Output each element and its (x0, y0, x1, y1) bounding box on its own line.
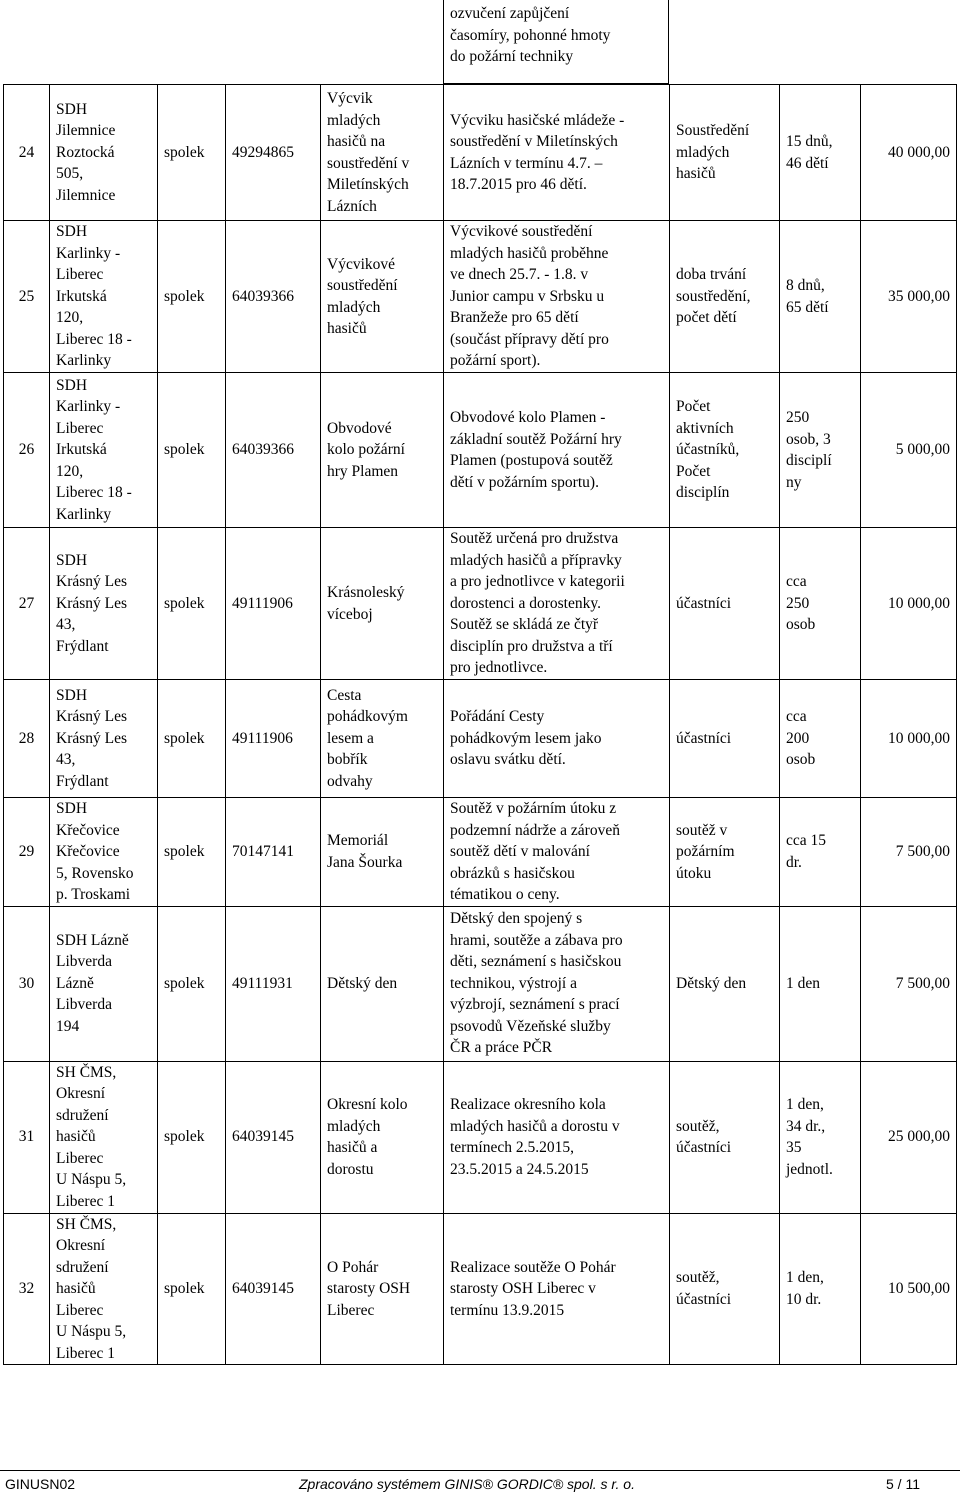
project-cell: Okresní kolo mladých hasičů a dorostu (321, 1061, 444, 1213)
row-number: 30 (4, 906, 50, 1061)
amount-cell: 7 500,00 (861, 906, 957, 1061)
indicator-cell: soutěž, účastníci (670, 1213, 780, 1365)
row-number: 24 (4, 85, 50, 221)
value-cell: 1 den, 34 dr., 35 jednotl. (780, 1061, 861, 1213)
ic-cell: 64039366 (226, 373, 321, 528)
legal-form-cell: spolek (158, 798, 226, 907)
legal-form-cell: spolek (158, 85, 226, 221)
value-cell: cca 15 dr. (780, 798, 861, 907)
project-cell: Výcvik mladých hasičů na soustředění v Miletínských Lázních (321, 85, 444, 221)
amount-cell: 35 000,00 (861, 221, 957, 373)
legal-form-cell: spolek (158, 1213, 226, 1365)
applicant-cell: SH ČMS, Okresní sdružení hasičů Liberec U Náspu 5, Liberec 1 (50, 1061, 158, 1213)
description-cell: Výcviku hasičské mládeže - soustředění v Miletínských Lázních v termínu 4.7. – 18.7.2015 pro 46 dětí. (444, 85, 670, 221)
ic-cell: 49111931 (226, 906, 321, 1061)
row-number: 26 (4, 373, 50, 528)
description-cell: Obvodové kolo Plamen - základní soutěž Požární hry Plamen (postupová soutěž dětí v požárním sportu). (444, 373, 670, 528)
row-number: 32 (4, 1213, 50, 1365)
indicator-cell: Dětský den (670, 906, 780, 1061)
legal-form-cell: spolek (158, 1061, 226, 1213)
ic-cell: 49294865 (226, 85, 321, 221)
value-cell: cca 250 osob (780, 528, 861, 680)
indicator-cell: soutěž, účastníci (670, 1061, 780, 1213)
table-row (4, 221, 957, 373)
project-cell: Dětský den (321, 906, 444, 1061)
ic-cell: 49111906 (226, 528, 321, 680)
ic-cell: 64039145 (226, 1213, 321, 1365)
value-cell: 250 osob, 3 disciplí ny (780, 373, 861, 528)
applicant-cell: SDH Karlinky - Liberec Irkutská 120, Liberec 18 - Karlinky (50, 221, 158, 373)
value-cell: 15 dnů, 46 dětí (780, 85, 861, 221)
description-cell: Realizace okresního kola mladých hasičů a dorostu v termínech 2.5.2015, 23.5.2015 a 24.5.2015 (444, 1061, 670, 1213)
ic-cell: 64039366 (226, 221, 321, 373)
legal-form-cell: spolek (158, 373, 226, 528)
row-number: 27 (4, 528, 50, 680)
amount-cell: 7 500,00 (861, 798, 957, 907)
description-cell: Dětský den spojený s hrami, soutěže a zábava pro děti, seznámení s hasičskou technikou, výstrojí a výzbrojí, seznámení s prací psovodů Vězeňské služby ČR a práce PČR (444, 906, 670, 1061)
applicant-cell: SDH Krásný Les Krásný Les 43, Frýdlant (50, 528, 158, 680)
continuation-description-cell: ozvučení zapůjčení časomíry, pohonné hmoty do požární techniky (443, 0, 669, 84)
value-cell: 1 den (780, 906, 861, 1061)
indicator-cell: Počet aktivních účastníků, Počet disciplín (670, 373, 780, 528)
value-cell: 8 dnů, 65 dětí (780, 221, 861, 373)
amount-cell: 40 000,00 (861, 85, 957, 221)
ic-cell: 70147141 (226, 798, 321, 907)
table-row (4, 680, 957, 798)
amount-cell: 10 000,00 (861, 528, 957, 680)
table-row (4, 528, 957, 680)
legal-form-cell: spolek (158, 221, 226, 373)
amount-cell: 25 000,00 (861, 1061, 957, 1213)
grants-table (3, 84, 957, 1365)
description-cell: Soutěž v požárním útoku z podzemní nádrže a zároveň soutěž dětí v malování obrázků s hasičskou tématikou o ceny. (444, 798, 670, 907)
footer-system-note: Zpracováno systémem GINIS® GORDIC® spol. s r. o. (299, 1476, 635, 1492)
table-row (4, 1061, 957, 1213)
project-cell: Cesta pohádkovým lesem a bobřík odvahy (321, 680, 444, 798)
description-cell: Realizace soutěže O Pohár starosty OSH Liberec v termínu 13.9.2015 (444, 1213, 670, 1365)
amount-cell: 10 000,00 (861, 680, 957, 798)
footer-doc-code: GINUSN02 (5, 1476, 76, 1492)
project-cell: Memoriál Jana Šourka (321, 798, 444, 907)
project-cell: Krásnoleský víceboj (321, 528, 444, 680)
indicator-cell: soutěž v požárním útoku (670, 798, 780, 907)
amount-cell: 10 500,00 (861, 1213, 957, 1365)
row-number: 29 (4, 798, 50, 907)
legal-form-cell: spolek (158, 680, 226, 798)
table-row (4, 373, 957, 528)
applicant-cell: SDH Křečovice Křečovice 5, Rovensko p. Troskami (50, 798, 158, 907)
indicator-cell: účastníci (670, 680, 780, 798)
description-cell: Pořádání Cesty pohádkovým lesem jako oslavu svátku dětí. (444, 680, 670, 798)
indicator-cell: účastníci (670, 528, 780, 680)
table-row (4, 85, 957, 221)
applicant-cell: SDH Jilemnice Roztocká 505, Jilemnice (50, 85, 158, 221)
ic-cell: 49111906 (226, 680, 321, 798)
applicant-cell: SH ČMS, Okresní sdružení hasičů Liberec U Náspu 5, Liberec 1 (50, 1213, 158, 1365)
legal-form-cell: spolek (158, 906, 226, 1061)
row-number: 31 (4, 1061, 50, 1213)
applicant-cell: SDH Lázně Libverda Lázně Libverda 194 (50, 906, 158, 1061)
amount-cell: 5 000,00 (861, 373, 957, 528)
project-cell: Výcvikové soustředění mladých hasičů (321, 221, 444, 373)
indicator-cell: doba trvání soustředění, počet dětí (670, 221, 780, 373)
table-row (4, 906, 957, 1061)
footer-page-number: 5 / 11 (886, 1476, 920, 1492)
value-cell: cca 200 osob (780, 680, 861, 798)
row-number: 28 (4, 680, 50, 798)
legal-form-cell: spolek (158, 528, 226, 680)
table-row (4, 798, 957, 907)
applicant-cell: SDH Karlinky - Liberec Irkutská 120, Liberec 18 - Karlinky (50, 373, 158, 528)
project-cell: Obvodové kolo požární hry Plamen (321, 373, 444, 528)
description-cell: Soutěž určená pro družstva mladých hasičů a přípravky a pro jednotlivce v kategorii dorostenci a dorostenky. Soutěž se skládá ze čtyř disciplín pro družstva a tří pro jednotlivce. (444, 528, 670, 680)
indicator-cell: Soustředění mladých hasičů (670, 85, 780, 221)
row-number: 25 (4, 221, 50, 373)
project-cell: O Pohár starosty OSH Liberec (321, 1213, 444, 1365)
ic-cell: 64039145 (226, 1061, 321, 1213)
value-cell: 1 den, 10 dr. (780, 1213, 861, 1365)
description-cell: Výcvikové soustředění mladých hasičů proběhne ve dnech 25.7. - 1.8. v Junior campu v Srbsku u Branžeže pro 65 dětí (součást přípravy dětí pro požární sport). (444, 221, 670, 373)
table-row (4, 1213, 957, 1365)
page-footer (0, 1470, 960, 1495)
applicant-cell: SDH Krásný Les Krásný Les 43, Frýdlant (50, 680, 158, 798)
